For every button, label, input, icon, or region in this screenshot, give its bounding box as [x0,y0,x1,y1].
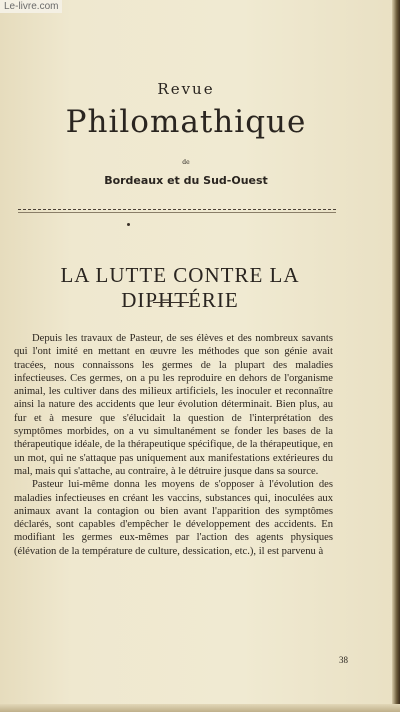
book-spine [392,0,400,712]
journal-de: de [182,159,190,166]
header-divider [18,209,336,210]
header-divider-second [18,212,336,213]
heading-rule [153,302,189,303]
ornament-dot [127,223,130,226]
journal-title: Philomathique [65,104,307,140]
journal-revue: Revue [157,80,215,98]
page-edge [0,704,400,712]
article-body [14,332,333,558]
paragraph-1: Depuis les travaux de Pasteur, de ses élèves et des nombreux savants qui l'ont imité en mettant en œuvre les méthodes que son génie avait tracées, nous connaissons les germes de la plupart des maladies infectieuses. Ces germes, on a pu les reproduire en dehors de l'organisme animal, les cultiver dans des milieux artificiels, les inoculer et reconnaître ainsi la nature des accidents que leur évolution déterminait. Bien plus, au fur et à mesure que s'élucidait la question de l'interprétation des symptômes morbides, on a vu simultanément se fonder les bases de la thérapeutique idéale, de la thérapeutique spécifique, de la thérapeutique, en un mot, qui ne s'attaque pas uniquement aux manifestations extérieures du mal, mais qui s'attache, au contraire, à le détruire jusque dans sa source. [14,333,333,477]
article-heading: LA LUTTE CONTRE LA DIPHTÉRIE [60,263,300,312]
watermark: Le-livre.com [0,0,62,13]
page-number: 38 [339,655,348,665]
paragraph-2: Pasteur lui-même donna les moyens de s'opposer à l'évolution des maladies infectieuses en créant les vaccins, substances qui, inoculées aux animaux avant la contagion ou bien avant l'apparition des symptômes déclarés, sont capables d'empêcher le développement des accidents. En modifiant les germes eux-mêmes par l'action des agents physiques (élévation de la température de culture, dessication, etc.), il est parvenu à [14,479,333,557]
journal-subtitle: Bordeaux et du Sud-Ouest [104,174,268,187]
